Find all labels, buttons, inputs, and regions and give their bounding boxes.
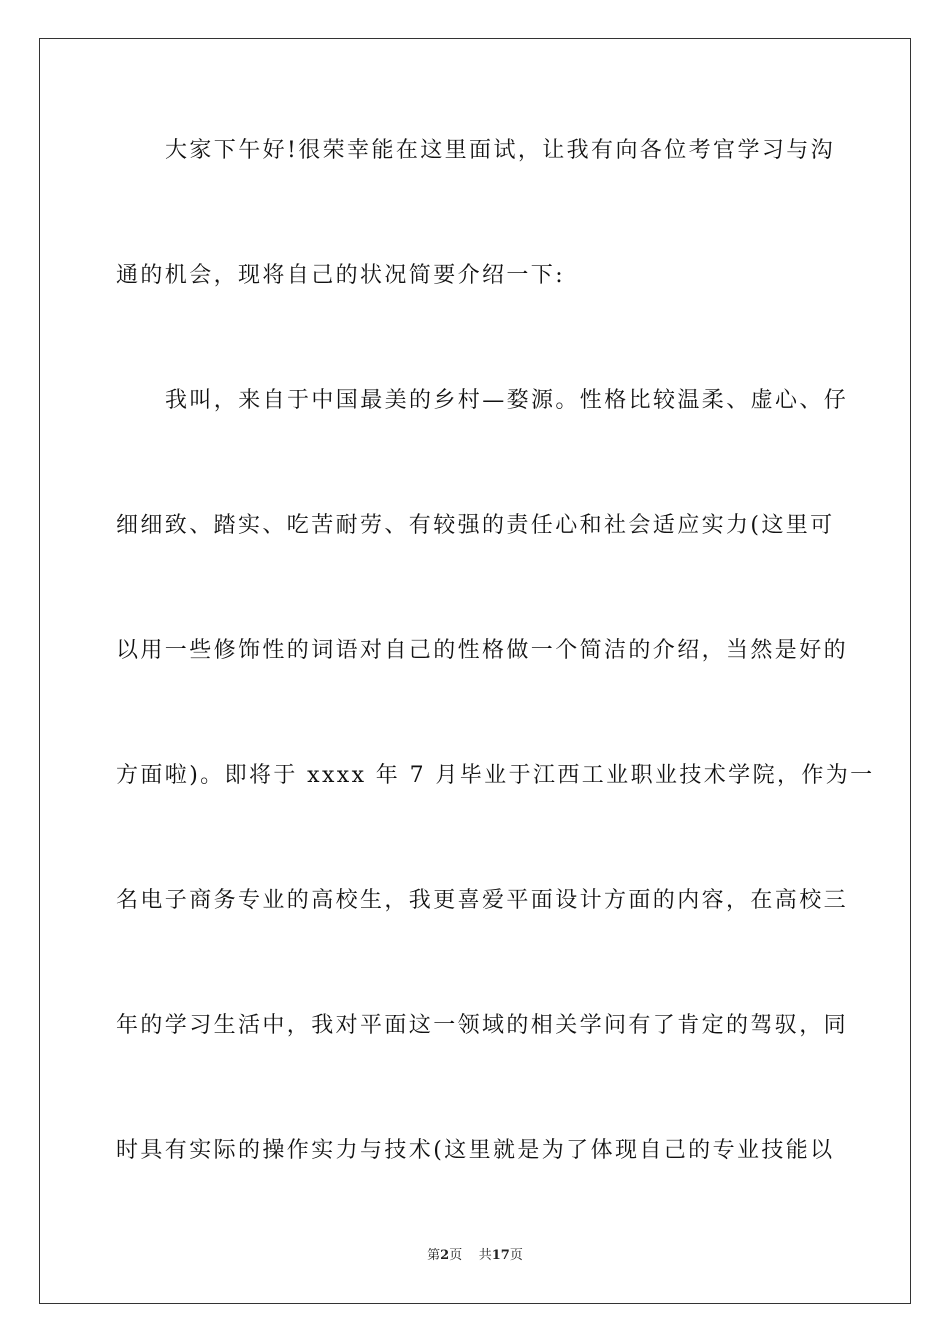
paragraph-line: 我叫，来自于中国最美的乡村—婺源。性格比较温柔、虚心、仔 — [165, 388, 849, 413]
total-pages: 17 — [491, 1248, 510, 1263]
page-footer — [0, 1247, 950, 1265]
page-suffix: 页 — [449, 1248, 463, 1263]
paragraph-line: 细细致、踏实、吃苦耐劳、有较强的责任心和社会适应实力(这里可 — [116, 513, 835, 538]
paragraph-line: 名电子商务专业的高校生，我更喜爱平面设计方面的内容，在高校三 — [116, 888, 849, 913]
paragraph-line: 通的机会，现将自己的状况简要介绍一下: — [116, 263, 566, 288]
page-number: 2 — [440, 1248, 450, 1263]
paragraph-line: 方面啦)。即将于 xxxx 年 7 月毕业于江西工业职业技术学院，作为一 — [116, 763, 875, 788]
paragraph-line: 以用一些修饰性的词语对自己的性格做一个简洁的介绍，当然是好的 — [116, 638, 849, 663]
total-prefix: 共 — [478, 1248, 492, 1263]
paragraph-line: 年的学习生活中，我对平面这一领域的相关学问有了肯定的驾驭，同 — [116, 1013, 849, 1038]
page-border — [39, 38, 911, 1304]
total-suffix: 页 — [509, 1248, 523, 1263]
paragraph-line: 大家下午好!很荣幸能在这里面试，让我有向各位考官学习与沟 — [165, 138, 836, 163]
page-prefix: 第 — [427, 1248, 441, 1263]
paragraph-line: 时具有实际的操作实力与技术(这里就是为了体现自己的专业技能以 — [116, 1138, 835, 1163]
